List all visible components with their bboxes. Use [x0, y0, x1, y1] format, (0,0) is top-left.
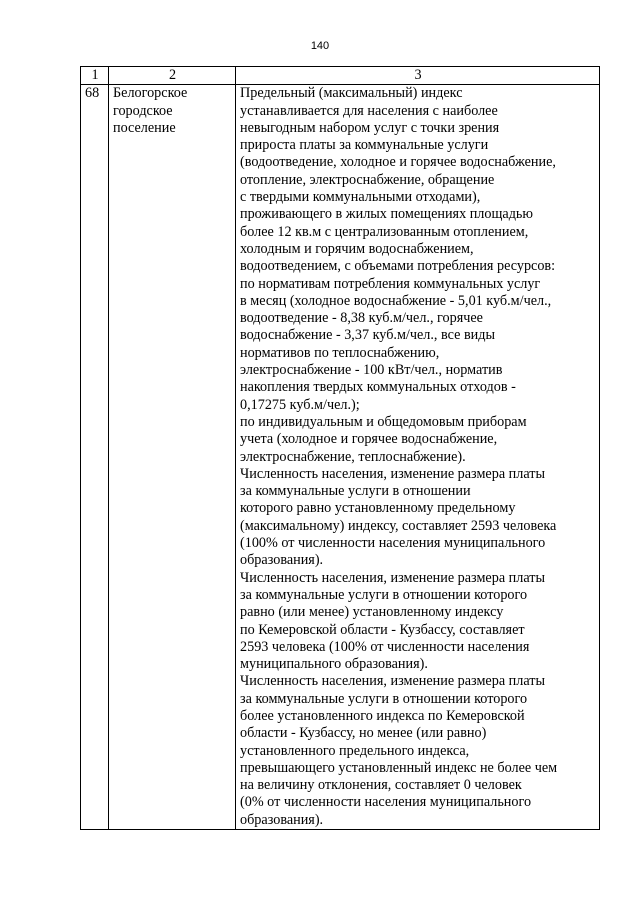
page-number: 140	[310, 40, 330, 52]
settlement-name: Белогорское городское поселение	[109, 85, 236, 830]
table-row	[81, 85, 600, 830]
row-index: 68	[81, 85, 109, 830]
column-number-2: 2	[109, 67, 236, 85]
document-table	[80, 66, 600, 830]
index-description: Предельный (максимальный) индекс устанавливается для населения с наиболее невыгодным набором услуг с точки зрения прироста платы за коммунальные услуги (водоотведение, холодное и горячее водоснабжение, отопление, электроснабжение, обращение с твердыми коммунальными отходами), проживающего в жилых помещениях площадью более 12 кв.м с централизованным отоплением, холодным и горячим водоснабжением, водоотведением, с объемами потребления ресурсов: по нормативам потребления коммунальных услуг в месяц (холодное водоснабжение - 5,01 куб.м/чел., водоотведение - 8,38 куб.м/чел., горячее водоснабжение - 3,37 куб.м/чел., все виды нормативов по теплоснабжению, электроснабжение - 100 кВт/чел., норматив накопления твердых коммунальных отходов - 0,17275 куб.м/чел.); по индивидуальным и общедомовым приборам учета (холодное и горячее водоснабжение, электроснабжение, теплоснабжение). Численность населения, изменение размера платы за коммунальные услуги в отношении которого равно установленному предельному (максимальному) индексу, составляет 2593 человека (100% от численности населения муниципального образования). Численность населения, изменение размера платы за коммунальные услуги в отношении которого равно (или менее) установленному индексу по Кемеровской области - Кузбассу, составляет 2593 человека (100% от численности населения муниципального образования). Численность населения, изменение размера платы за коммунальные услуги в отношении которого более установленного индекса по Кемеровской области - Кузбассу, но менее (или равно) установленного предельного индекса, превышающего установленный индекс не более чем на величину отклонения, составляет 0 человек (0% от численности населения муниципального образования).	[236, 85, 600, 830]
table-header-row	[81, 67, 600, 85]
column-number-1: 1	[81, 67, 109, 85]
column-number-3: 3	[236, 67, 600, 85]
